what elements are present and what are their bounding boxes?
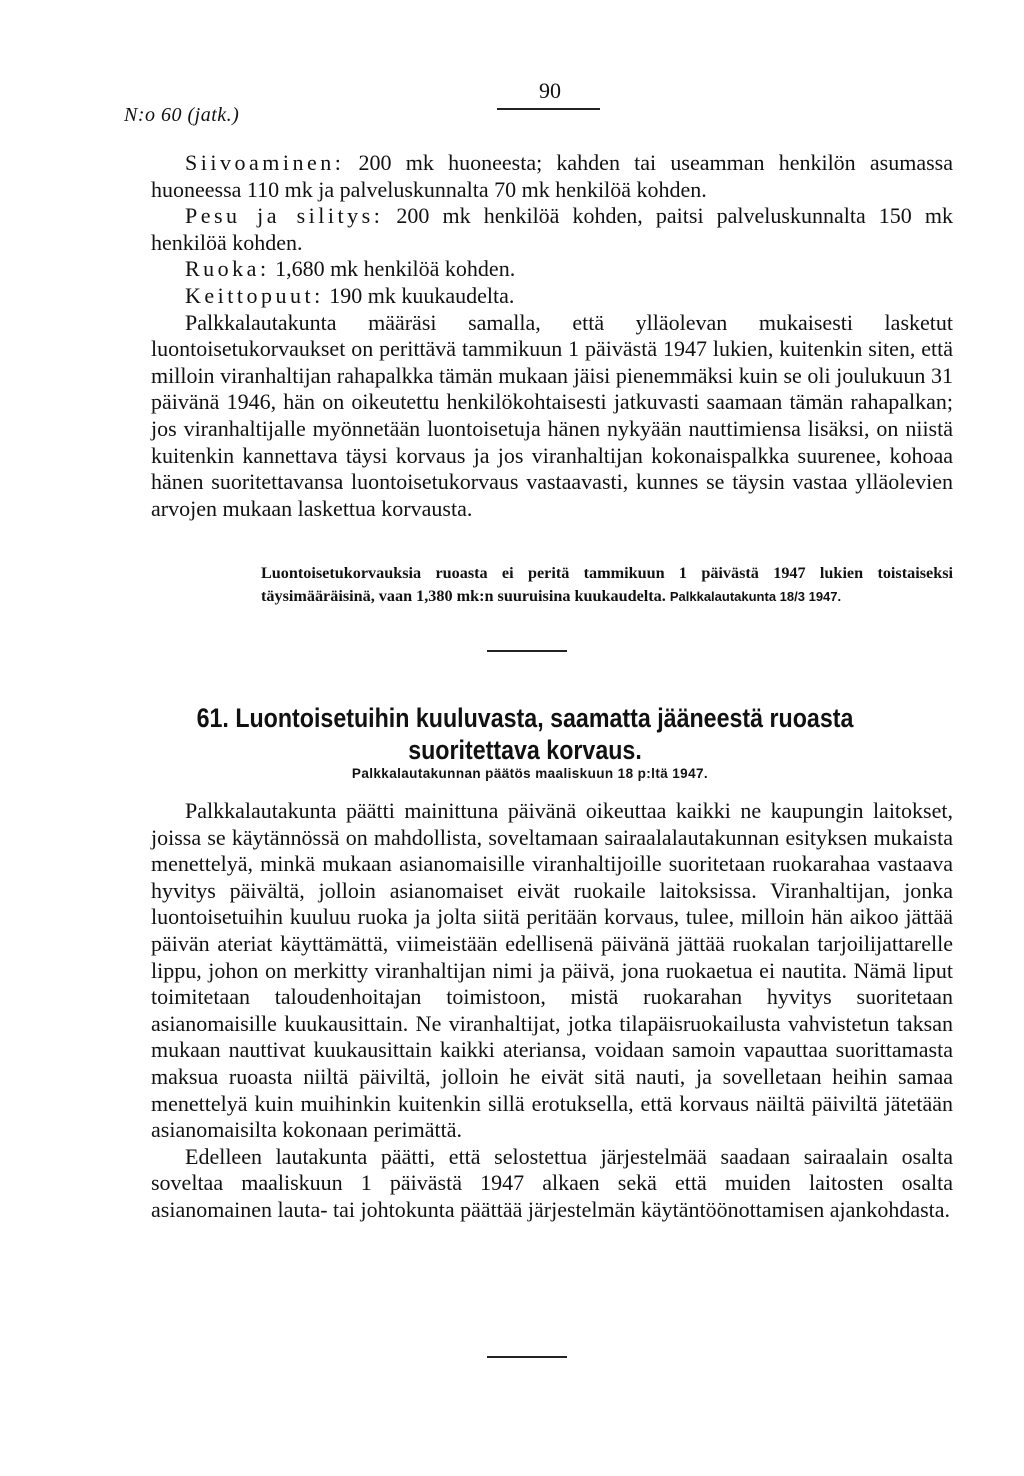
end-divider [487, 1356, 567, 1358]
section-61-paragraph-1: Palkkalautakunta päätti mainittuna päivänä oikeuttaa kaikki ne kaupungin laitokset, joissa se käytännössä on mahdollista, soveltamaan sairaalalautakunnan esityksen mukaista menettelyä, minkä mukaan asianomaisille viranhaltijoille suoritetaan ruokarahaa vastaava hyvitys päivältä, jolloin asianomaiset eivät ruokaile laitoksissa. Viranhaltijan, jonka luontoisetuihin kuuluu ruoka ja jolta siitä peritään korvaus, tulee, milloin hän aikoo jättää päivän ateriat käyttämättä, viimeistään edellisenä päivänä jättää ruokalan tarjoilijattarelle lippu, johon on merkitty viranhaltijan nimi ja päivä, jona ruokaetua ei nautita. Nämä liput toimitetaan taloudenhoitajan toimistoon, mistä ruokarahan hyvitys suoritetaan asianomaisille kuukausittain. Ne viranhaltijat, jotka tilapäisruokailusta vahvistetun taksan mukaan nauttivat kuukausittain kaikki ateriansa, voidaan samoin vapauttaa suorittamasta maksua ruoasta niiltä päiviltä, jolloin he eivät sitä nauti, ja sovelletaan heihin samaa menettelyä kuin muihinkin kuitenkin sillä erotuksella, että korvaus näiltä päiviltä jätetään asianomaisilta kokonaan perimättä. [151, 798, 953, 1143]
ruoka-entry [151, 256, 953, 283]
section-divider [487, 650, 567, 652]
section-61-title: 61. Luontoisetuihin kuuluvasta, saamatta jääneestä ruoasta suoritettava korvaus. [196, 703, 854, 765]
pesu-text: 200 mk henkilöä kohden, paitsi palveluskunnalta 150 mk henkilöä kohden. [151, 203, 954, 255]
keittopuut-label: Keittopuut: [185, 282, 324, 308]
section-60-paragraph: Palkkalautakunta määräsi samalla, että ylläolevan mukaisesti lasketut luontoisetukorvaukset on perittävä tammikuun 1 päivästä 1947 lukien, kuitenkin siten, että milloin viranhaltijan rahapalkka tämän mukaan jäisi pienemmäksi kuin se oli joulukuun 31 päivänä 1946, hän on oikeutettu henkilökohtaisesti jatkuvasti saamaan tämän rahapalkan; jos viranhaltijalle myönnetään luontoisetuja hänen nykyään nauttimiensa lisäksi, on niistä kuitenkin kannettava täysi korvaus ja jos viranhaltijan kokonaispalkka suurenee, kohoaa hänen suoritettavansa luontoisetukorvaus vastaavasti, kunnes se täysin vastaa ylläolevien arvojen mukaan laskettua korvausta. [151, 309, 953, 521]
pesu-entry [151, 203, 953, 256]
keittopuut-text: 190 mk kuukaudelta. [323, 282, 515, 308]
footnote-text: Luontoisetukorvauksia ruoasta ei peritä tammikuun 1 päivästä 1947 lukien toistaiseksi täysimääräisinä, vaan 1,380 mk:n suuruisina kuukaudelta. [261, 564, 953, 605]
page-number: 90 [539, 78, 561, 103]
page-number-rule [497, 108, 600, 110]
footnote-reference: Palkkalautakunta 18/3 1947. [669, 588, 842, 604]
section-61-decision: Palkkalautakunnan päätös maaliskuun 18 p:ltä 1947. [351, 766, 709, 781]
continuation-label: N:o 60 (jatk.) [124, 104, 240, 126]
keittopuut-entry [151, 283, 953, 310]
pesu-label: Pesu ja silitys: [185, 203, 384, 229]
ruoka-label: Ruoka: [185, 256, 270, 282]
footnote-block [261, 562, 953, 608]
section-61-body [151, 798, 953, 1224]
siivoaminen-entry [151, 150, 953, 203]
ruoka-text: 1,680 mk henkilöä kohden. [269, 256, 516, 282]
section-60-continued [151, 150, 953, 522]
section-61-paragraph-2: Edelleen lautakunta päätti, että selostettua järjestelmää saadaan sairaalain osalta soveltaa maaliskuun 1 päivästä 1947 alkaen sekä että muiden laitosten osalta asianomainen lauta- tai johtokunta päättää järjestelmän käytäntöönottamisen ajankohdasta. [151, 1143, 953, 1222]
siivoaminen-label: Siivoaminen: [185, 150, 345, 175]
siivoaminen-text: 200 mk huoneesta; kahden tai useamman henkilön asumassa huoneessa 110 mk ja palveluskunnalta 70 mk henkilöä kohden. [151, 150, 953, 202]
